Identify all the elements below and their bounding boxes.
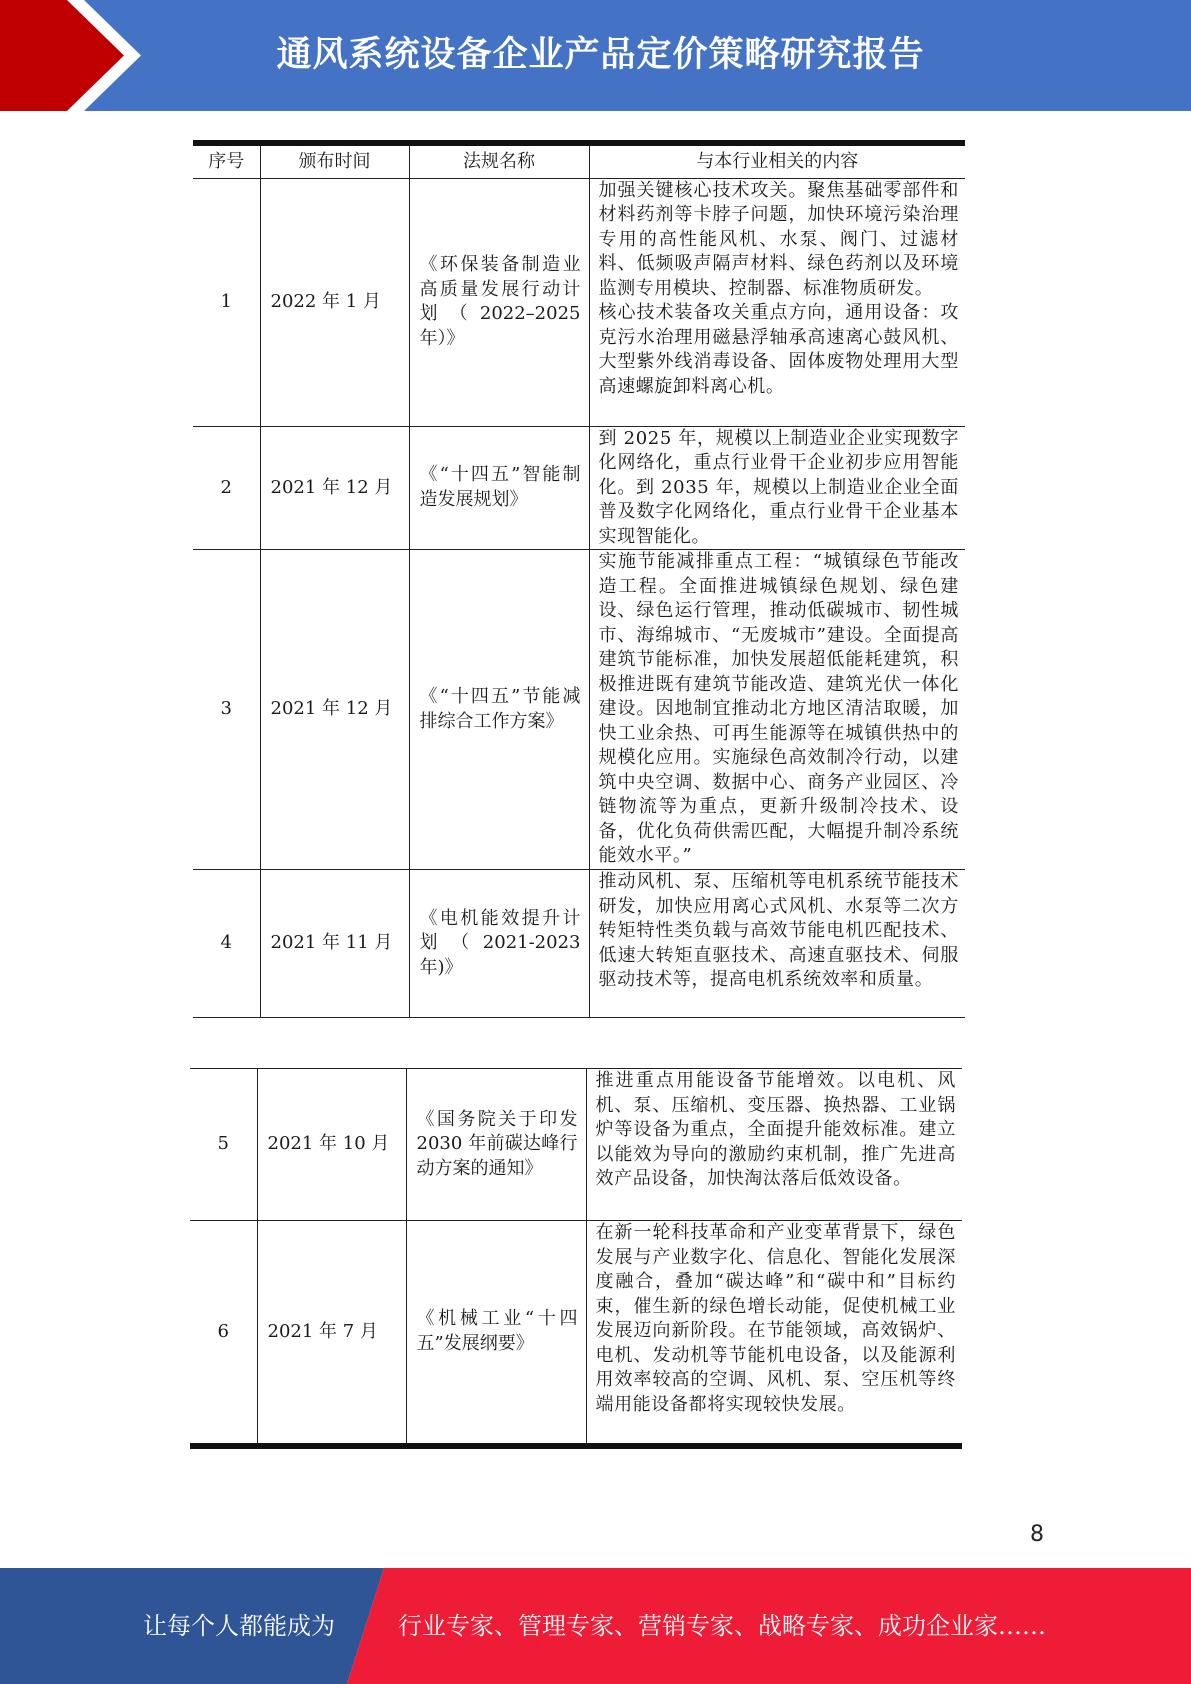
row-date: 2021 年 7 月 [257, 1221, 406, 1446]
row-regulation-name: 《环保装备制造业高质量发展行动计划（2022–2025年）》 [409, 178, 589, 426]
page-footer [0, 1568, 1191, 1684]
row-number: 6 [190, 1221, 257, 1446]
row-number: 4 [193, 870, 260, 1018]
regulation-table-part1 [193, 140, 965, 1018]
table-row [193, 550, 965, 870]
table-row [190, 1221, 962, 1446]
column-header-content: 与本行业相关的内容 [589, 143, 965, 178]
row-content: 到 2025 年，规模以上制造业企业实现数字化网络化，重点行业骨干企业初步应用智能化。到 2035 年，规模以上制造业企业全面普及数字化网络化，重点行业骨干企业基本实现智能化。 [589, 426, 965, 550]
report-title: 通风系统设备企业产品定价策略研究报告 [276, 35, 925, 75]
page-number: 8 [1030, 1522, 1044, 1547]
row-date: 2021 年 12 月 [260, 426, 409, 550]
row-date: 2022 年 1 月 [260, 178, 409, 426]
column-header-no: 序号 [193, 143, 260, 178]
table-row [193, 426, 965, 550]
row-number: 1 [193, 178, 260, 426]
footer-slogan-right: 行业专家、管理专家、营销专家、战略专家、成功企业家…… [398, 1612, 1046, 1640]
page-header [0, 0, 1191, 111]
column-header-date: 颁布时间 [260, 143, 409, 178]
table-row [190, 1069, 962, 1221]
row-content: 加强关键核心技术攻关。聚焦基础零部件和材料药剂等卡脖子问题，加快环境污染治理专用的高性能风机、水泵、阀门、过滤材料、低频吸声隔声材料、绿色药剂以及环境监测专用模块、控制器、标准物质研发。 核心技术装备攻关重点方向，通用设备：攻克污水治理用磁悬浮轴承高速离心鼓风机、大型紫外线消毒设备、固体废物处理用大型高速螺旋卸料离心机。 [589, 178, 965, 426]
row-content: 在新一轮科技革命和产业变革背景下，绿色发展与产业数字化、信息化、智能化发展深度融合，叠加“碳达峰”和“碳中和”目标约束，催生新的绿色增长动能，促使机械工业发展迈向新阶段。在节能领域，高效锅炉、电机、发动机等节能机电设备，以及能源利用效率较高的空调、风机、泵、空压机等终端用能设备都将实现较快发展。 [586, 1221, 962, 1446]
table-header-row [193, 143, 965, 178]
row-regulation-name: 《机械工业“十四五”发展纲要》 [406, 1221, 586, 1446]
column-header-name: 法规名称 [409, 143, 589, 178]
row-date: 2021 年 12 月 [260, 550, 409, 870]
row-content: 推进重点用能设备节能增效。以电机、风机、泵、压缩机、变压器、换热器、工业锅炉等设备为重点，全面提升能效标准。建立以能效为导向的激励约束机制，推广先进高效产品设备，加快淘汰落后低效设备。 [586, 1069, 962, 1221]
footer-slogan-left: 让每个人都能成为 [143, 1612, 335, 1640]
row-number: 3 [193, 550, 260, 870]
row-content: 推动风机、泵、压缩机等电机系统节能技术研发，加快应用离心式风机、水泵等二次方转矩特性类负载与高效节能电机匹配技术、低速大转矩直驱技术、高速直驱技术、伺服驱动技术等，提高电机系统效率和质量。 [589, 870, 965, 1018]
table-row [193, 178, 965, 426]
row-regulation-name: 《“十四五”智能制造发展规划》 [409, 426, 589, 550]
row-regulation-name: 《“十四五”节能减排综合工作方案》 [409, 550, 589, 870]
row-regulation-name: 《国务院关于印发2030 年前碳达峰行动方案的通知》 [406, 1069, 586, 1221]
table-row [193, 870, 965, 1018]
row-number: 2 [193, 426, 260, 550]
row-content: 实施节能减排重点工程：“城镇绿色节能改造工程。全面推进城镇绿色规划、绿色建设、绿色运行管理，推动低碳城市、韧性城市、海绵城市、“无废城市”建设。全面提高建筑节能标准，加快发展超低能耗建筑，积极推进既有建筑节能改造、建筑光伏一体化建设。因地制宜推动北方地区清洁取暖，加快工业余热、可再生能源等在城镇供热中的规模化应用。实施绿色高效制冷行动，以建筑中央空调、数据中心、商务产业园区、冷链物流等为重点，更新升级制冷技术、设备，优化负荷供需匹配，大幅提升制冷系统能效水平。” [589, 550, 965, 870]
row-date: 2021 年 10 月 [257, 1069, 406, 1221]
row-number: 5 [190, 1069, 257, 1221]
row-regulation-name: 《电机能效提升计划（2021-2023年)》 [409, 870, 589, 1018]
row-date: 2021 年 11 月 [260, 870, 409, 1018]
regulation-table-part2 [190, 1068, 962, 1449]
